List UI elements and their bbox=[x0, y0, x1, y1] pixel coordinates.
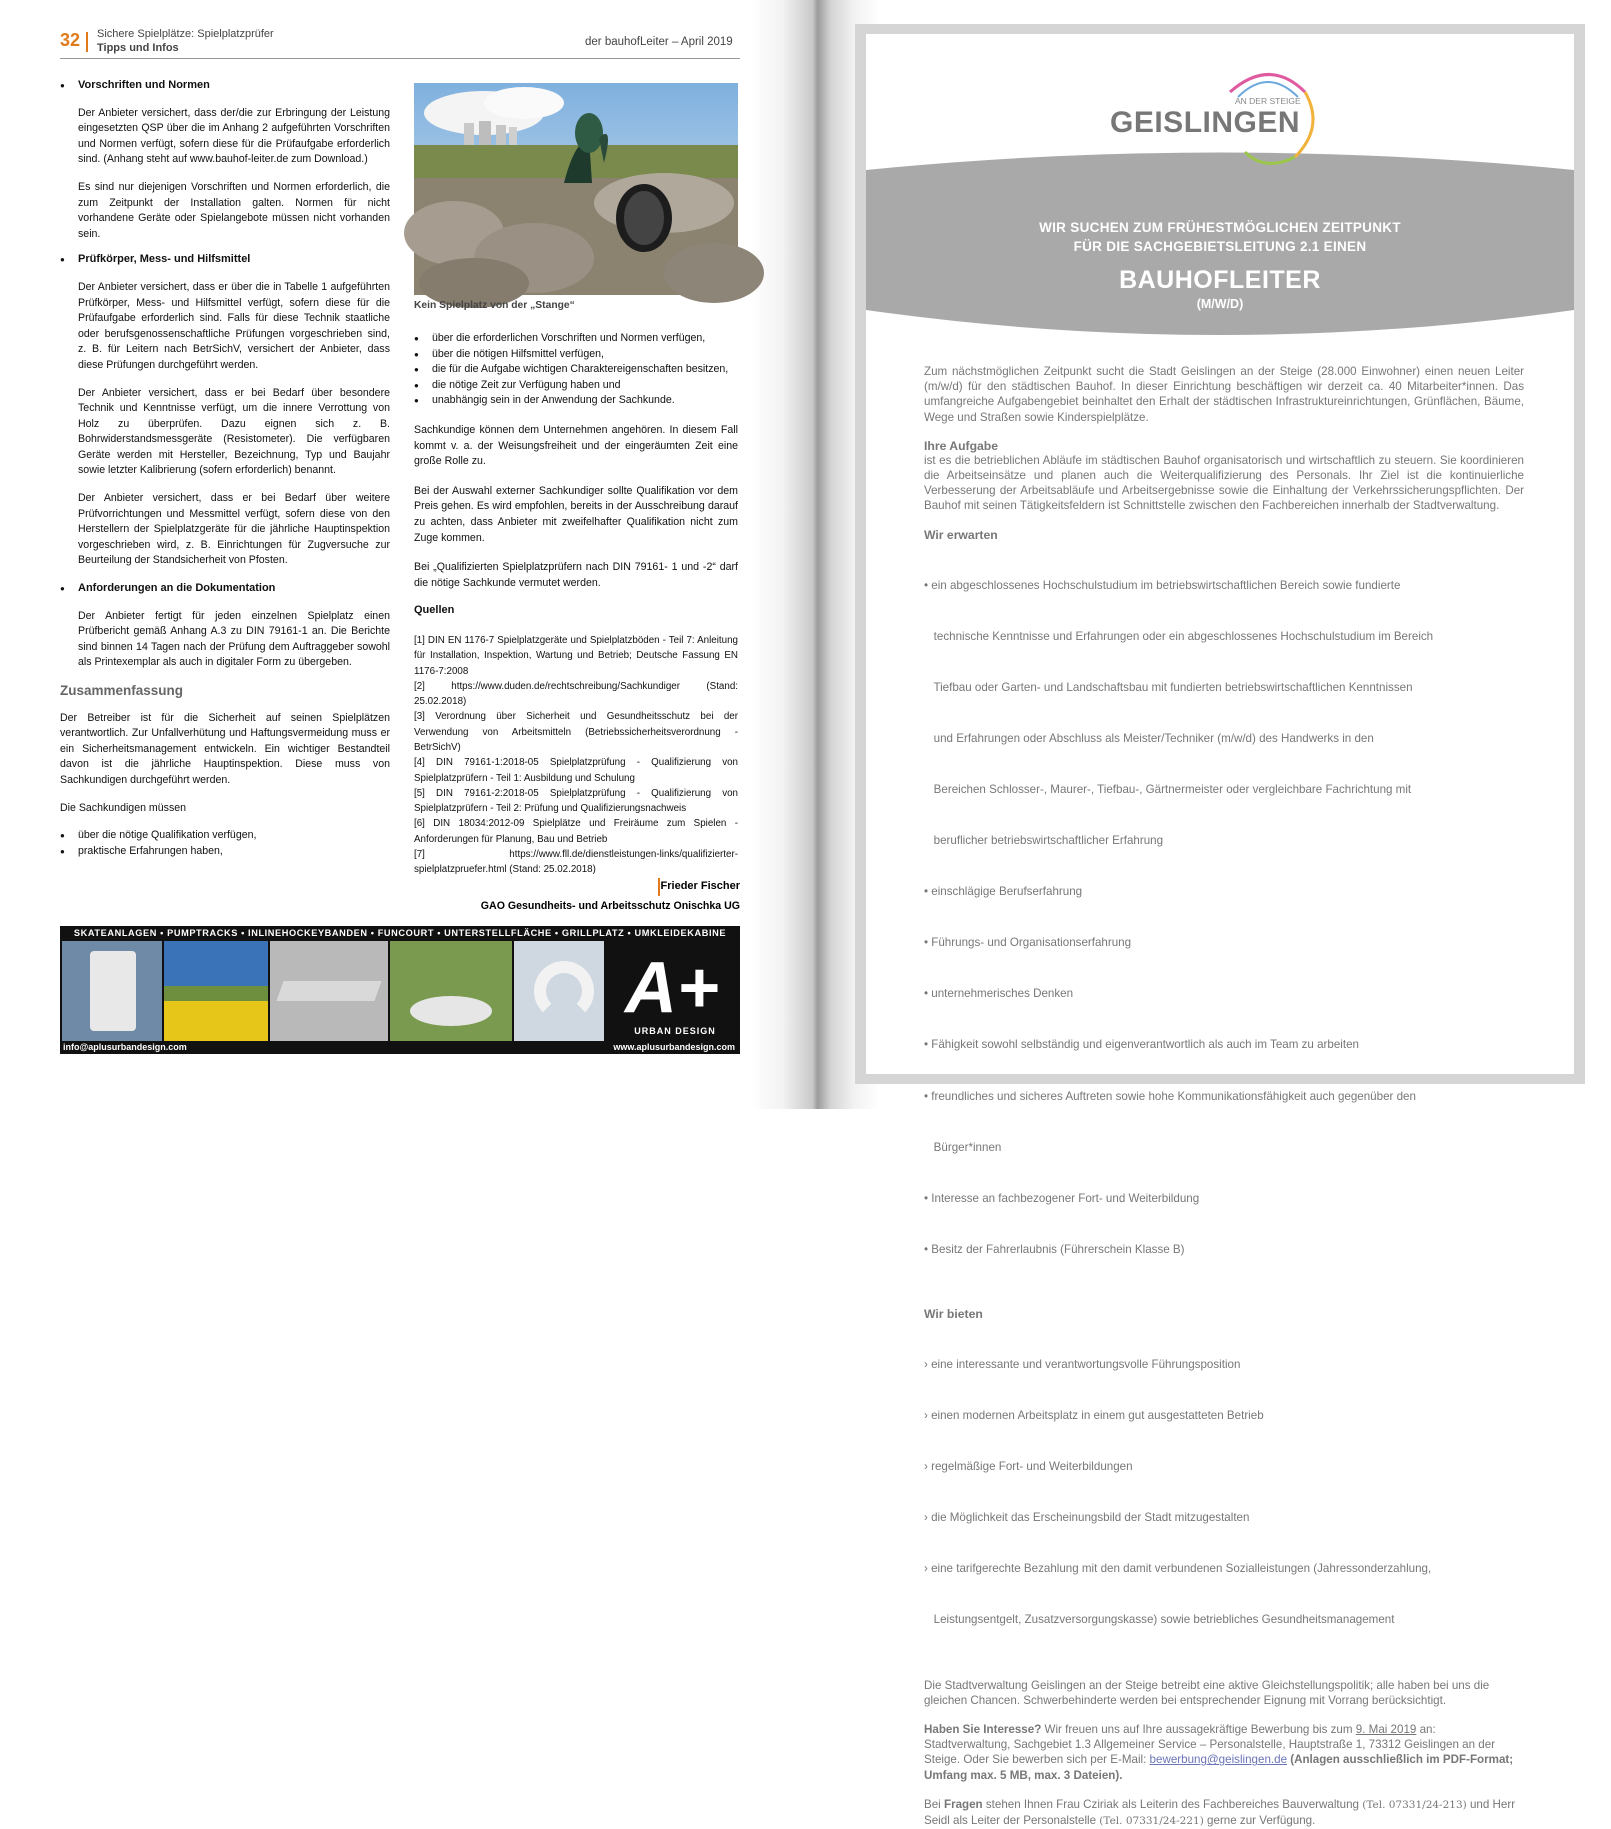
deadline: 9. Mai 2019 bbox=[1355, 1722, 1417, 1736]
paragraph: Der Anbieter versichert, dass der/die zur Erbringung der Leistung eingesetzten QSP über die im Anhang 2 aufgeführten Vorschriften und Normen verfügt, sofern diese für die Prüfaufgabe erforderlich sind. (Anhang steht auf www.bauhof-leiter.de zum Download.) bbox=[78, 106, 390, 166]
section-title: Sichere Spielplätze: Spielplatzprüfer bbox=[97, 28, 274, 40]
ad-photo bbox=[62, 941, 162, 1041]
headline-line1: WIR SUCHEN ZUM FRÜHESTMÖGLICHEN ZEITPUNKT bbox=[1039, 220, 1401, 235]
reference-item: [3] Verordnung über Sicherheit und Gesundheitsschutz bei der Verwendung von Arbeitsmitteln (Betriebssicherheitsverordnung - BetrSichV) bbox=[414, 711, 738, 753]
heading-pruefkoerper: ● Prüfkörper, Mess- und Hilfsmittel bbox=[78, 252, 390, 268]
text-span: und Herr Seidl als Leiter der Personalstelle bbox=[924, 1797, 1516, 1827]
text-span: Wir freuen uns auf Ihre aussagekräftige Bewerbung bis zum bbox=[1041, 1722, 1356, 1736]
attachment-note: (Anlagen ausschließlich im PDF-Format; Umfang max. 5 MB, max. 3 Dateien). bbox=[924, 1753, 1514, 1782]
list-item: Bereichen Schlosser-, Maurer-, Tiefbau-, Gärtnermeister oder vergleichbare Fachrichtung mit bbox=[924, 783, 1412, 796]
list-item: ● über die nötige Qualifikation verfügen, bbox=[78, 828, 390, 844]
list-item: Tiefbau oder Garten- und Landschaftsbau mit fundierten betriebswirtschaftlichen Kenntnissen bbox=[924, 680, 1413, 694]
heading-dokumentation: ● Anforderungen an die Dokumentation bbox=[78, 581, 390, 597]
header-rule bbox=[60, 58, 740, 59]
job-body bbox=[924, 364, 1524, 1829]
paragraph: Der Anbieter fertigt für jeden einzelnen Spielplatz einen Prüfbericht gemäß Anhang A.3 zu DIN 79161-1 an. Die Berichte sind binnen 14 Tagen nach der Prüfung dem Auftraggeber sowohl als Printexemplar als auch in digitaler Form zu übergeben. bbox=[78, 609, 390, 669]
text-span: gerne zur Verfügung. bbox=[1203, 1813, 1316, 1827]
logo-tagline: AN DER STEIGE bbox=[1235, 96, 1301, 106]
city-logo: GEISLINGEN bbox=[1110, 106, 1301, 139]
list-item: • ein abgeschlossenes Hochschulstudium im betriebswirtschaftlichen Bereich sowie fundierte bbox=[924, 578, 1401, 592]
equality-statement: Die Stadtverwaltung Geislingen an der Steige betreibt eine aktive Gleichstellungspolitik; alle haben bei uns die gleichen Chancen. Schwerbehinderte werden bei entsprechender Eignung mit Vorrang berücksichtigt. bbox=[924, 1678, 1490, 1707]
list-item: › eine interessante und verantwortungsvolle Führungsposition bbox=[924, 1357, 1241, 1371]
list-item: beruflicher betriebswirtschaftlicher Erfahrung bbox=[924, 834, 1164, 848]
headline-line2: FÜR DIE SACHGEBIETSLEITUNG 2.1 EINEN bbox=[1073, 239, 1367, 254]
left-column bbox=[60, 78, 390, 859]
paragraph: Bei der Auswahl externer Sachkundiger sollte Qualifikation vor dem Preis gehen. Es wird empfohlen, bereits in der Ausschreibung darauf zu achten, dass Anbieter mit zweifelhafter Qualifikation nicht zum Zuge kommen. bbox=[414, 484, 738, 544]
paragraph: Der Anbieter versichert, dass er bei Bedarf über weitere Prüfvorrichtungen und Messmittel verfügt, sofern diese von den Herstellern der Spielplatzgeräte für die jährliche Hauptinspektion vorgeschrieben wird, z. B. Einrichtungen für Zugversuche zur Beurteilung der Standsicherheit von Pfosten. bbox=[78, 492, 390, 567]
list-item: • Führungs- und Organisationserfahrung bbox=[924, 936, 1132, 950]
list-item: • einschlägige Berufserfahrung bbox=[924, 885, 1083, 899]
ad-email[interactable]: info@aplusurbandesign.com bbox=[63, 1042, 187, 1052]
heading-aufgabe: Ihre Aufgabe bbox=[924, 438, 999, 453]
paragraph: Der Betreiber ist für die Sicherheit auf seinen Spielplätzen verantwortlich. Zur Unfallverhütung und Haftungsvermeidung muss er ein Sicherheitsmanagement entwickeln. Ein wichtiger Bestandteil davon ist die jährliche Hauptinspektion. Diese muss von Sachkundigen durchgeführt werden. bbox=[60, 711, 390, 786]
paragraph: Es sind nur diejenigen Vorschriften und Normen erforderlich, die zum Zeitpunkt der Installation galten. Normen für nicht vorhandene Geräte oder Spielangebote müssen nicht vorhanden sein. bbox=[78, 180, 390, 240]
ad-photo bbox=[514, 941, 604, 1041]
ad-photo bbox=[270, 941, 388, 1041]
erwarten-list bbox=[924, 542, 1524, 1293]
list-item: ● unabhängig sein in der Anwendung der Sachkunde. bbox=[432, 393, 738, 409]
list-item: • Fähigkeit sowohl selbständig und eigenverantwortlich als auch im Team zu arbeiten bbox=[924, 1038, 1359, 1052]
bieten-list bbox=[924, 1321, 1524, 1664]
reference-item: [4] DIN 79161-1:2018-05 Spielplatzprüfung - Qualifizierung von Spielplatzprüfern - Teil 1: Ausbildung und Schulung bbox=[414, 757, 738, 784]
author-company: GAO Gesundheits- und Arbeitsschutz Onischka UG bbox=[480, 900, 740, 912]
list-item: ● über die nötigen Hilfsmittel verfügen, bbox=[432, 347, 738, 363]
text-span: an: Stadtverwaltung, Sachgebiet 1.3 Allgemeiner Service – Personalstelle, Hauptstraße 1, 73312 Geislingen an der Steige. Oder Sie bewerben sich per E-Mail: bbox=[924, 1722, 1496, 1767]
phone-number: (Tel. 07331/24-213) bbox=[1362, 1798, 1467, 1811]
heading-erwarten: Wir erwarten bbox=[924, 527, 998, 542]
paragraph: Der Anbieter versichert, dass er über die in Tabelle 1 aufgeführten Prüfkörper, Mess- und Hilfsmittel verfügt, sofern diese für die Prüfaufgabe erforderlich sind. Falls für diese Technik staatliche oder berufsgenossenschaftliche Prüfungen vorgeschrieben sind, z. B. für Leitern nach BetrSichV, versichert der Anbieter, dass diese Prüfungen durchgeführt werden. bbox=[78, 280, 390, 371]
right-column bbox=[414, 331, 738, 878]
list-item: Bürger*innen bbox=[924, 1140, 1002, 1154]
reference-list bbox=[414, 633, 738, 878]
ad-logo: A+ bbox=[624, 948, 720, 1028]
section-subtitle: Tipps und Infos bbox=[97, 42, 179, 54]
heading-zusammenfassung: Zusammenfassung bbox=[60, 683, 184, 698]
intro-paragraph: Zum nächstmöglichen Zeitpunkt sucht die Stadt Geislingen an der Steige (28.000 Einwohner) einen neuen Leiter (m/w/d) für den städtischen Bauhof. In dieser Einrichtung beschäftigen wir derzeit ca. 40 Mitarbeiter*innen. Das umfangreiche Aufgabengebiet beinhaltet den Erhalt der städtischen Infrastruktureinrichtungen, Grünflächen, Bäume, Wege und Straßen sowie Kinderspielplätze. bbox=[924, 365, 1524, 424]
ad-photo bbox=[164, 941, 268, 1041]
interest-label: Haben Sie Interesse? bbox=[924, 1722, 1042, 1736]
author-name: Frieder Fischer bbox=[660, 880, 740, 892]
reference-item: [1] DIN EN 1176-7 Spielplatzgeräte und Spielplatzböden - Teil 7: Anleitung für Installation, Inspektion, Wartung und Betrieb; Deutsche Fassung EN 1176-7:2008 bbox=[414, 634, 738, 677]
list-item: • Interesse an fachbezogener Fort- und Weiterbildung bbox=[924, 1191, 1200, 1205]
list-item: und Erfahrungen oder Abschluss als Meister/Techniker (m/w/d) des Handwerks in den bbox=[924, 731, 1374, 745]
ad-logo-sub: URBAN DESIGN bbox=[634, 1026, 716, 1036]
reference-item: [2] https://www.duden.de/rechtschreibung/Sachkundiger (Stand: 25.02.2018) bbox=[414, 680, 738, 708]
paragraph: Die Sachkundigen müssen bbox=[60, 801, 187, 814]
ad-photo bbox=[390, 941, 512, 1041]
paragraph: Sachkundige können dem Unternehmen angehören. In diesem Fall kommt v. a. der Weisungsfreiheit und der eingeräumten Zeit eine große Rolle zu. bbox=[414, 423, 738, 468]
heading-vorschriften: ● Vorschriften und Normen bbox=[78, 78, 390, 94]
ad-product-list: SKATEANLAGEN • PUMPTRACKS • INLINEHOCKEYBANDEN • FUNCOURT • UNTERSTELLFLÄCHE • GRILLPLATZ • UMKLEIDEKABINE bbox=[73, 928, 727, 938]
playground-photo bbox=[414, 83, 738, 295]
fragen-label: Fragen bbox=[943, 1797, 983, 1811]
reference-item: [7] https://www.fll.de/dienstleistungen-links/qualifizierter-spielplatzpruefer.html (Stand: 25.02.2018) bbox=[414, 849, 738, 876]
list-item: › die Möglichkeit das Erscheinungsbild der Stadt mitzugestalten bbox=[924, 1511, 1250, 1525]
paragraph: Der Anbieter versichert, dass er bei Bedarf über besondere Technik und Kenntnisse verfügt, um die innere Verrottung von Holz zu überprüfen. Dazu eignen sich z. B. Bohrwiderstandsmessgeräte (Resistometer). Die verfügbaren Geräte werden mit Hersteller, Bezeichnung, Typ und Baujahr sowie letzter Kalibrierung (sofern erforderlich) benannt. bbox=[78, 386, 390, 477]
header-divider bbox=[86, 32, 88, 52]
bullet-list bbox=[432, 331, 738, 409]
issue-label: der bauhofLeiter – April 2019 bbox=[585, 36, 733, 48]
bullet-list bbox=[78, 828, 390, 859]
phone-number: (Tel. 07331/24-221) bbox=[1099, 1814, 1204, 1827]
list-item: Leistungsentgelt, Zusatzversorgungskasse) sowie betriebliches Gesundheitsmanagement bbox=[924, 1613, 1395, 1627]
paragraph: Bei „Qualifizierten Spielplatzprüfern nach DIN 79161- 1 und -2“ darf die nötige Sachkunde vermutet werden. bbox=[414, 561, 738, 589]
photo-caption: Kein Spielplatz von der „Stange“ bbox=[414, 300, 575, 311]
list-item: • Besitz der Fahrerlaubnis (Führerschein Klasse B) bbox=[924, 1242, 1185, 1256]
list-item: technische Kenntnisse und Erfahrungen oder ein abgeschlossenes Hochschulstudium im Bereich bbox=[924, 629, 1434, 643]
page-number: 32 bbox=[60, 30, 81, 50]
list-item: • unternehmerisches Denken bbox=[924, 987, 1074, 1001]
advertisement-banner[interactable] bbox=[60, 926, 740, 1054]
job-subtitle: (M/W/D) bbox=[1196, 297, 1244, 311]
list-item: ● über die erforderlichen Vorschriften und Normen verfügen, bbox=[432, 331, 738, 347]
job-title: BAUHOFLEITER bbox=[1119, 266, 1321, 294]
aufgabe-paragraph: ist es die betrieblichen Abläufe im städtischen Bauhof organisatorisch und wirtschaftlich zu steuern. Sie koordinieren die Arbeitseinsätze und planen auch die Weiterqualifizierung des Personals. Ihr Ziel ist die kontinuierliche Verbesserung der Arbeitsabläufe und Arbeitsergebnisse sowie die Einhaltung der Verkehrssicherungspflichten. Der Bauhof mit seinen Tätigkeitsfeldern ist Schnittstelle zwischen den Fachbereichen innerhalb der Stadtverwaltung. bbox=[924, 453, 1524, 513]
reference-item: [6] DIN 18034:2012-09 Spielplätze und Freiräume zum Spielen - Anforderungen für Planung, Bau und Betrieb bbox=[414, 818, 738, 845]
list-item: ● praktische Erfahrungen haben, bbox=[78, 844, 390, 860]
heading-bieten: Wir bieten bbox=[924, 1306, 983, 1321]
list-item: ● die für die Aufgabe wichtigen Charaktereigenschaften besitzen, bbox=[432, 362, 738, 378]
list-item: ● die nötige Zeit zur Verfügung haben und bbox=[432, 378, 738, 394]
list-item: • freundliches und sicheres Auftreten sowie hohe Kommunikationsfähigkeit auch gegenüber den bbox=[924, 1089, 1416, 1103]
list-item: › eine tarifgerechte Bezahlung mit den damit verbundenen Sozialleistungen (Jahressonderzahlung, bbox=[924, 1562, 1432, 1576]
ad-website[interactable]: www.aplusurbandesign.com bbox=[613, 1042, 735, 1052]
email-link[interactable]: bewerbung@geislingen.de bbox=[1149, 1753, 1288, 1767]
reference-item: [5] DIN 79161-2:2018-05 Spielplatzprüfung - Qualifizierung von Spielplatzprüfern - Teil 2: Prüfung und Qualifizierungsnachweis bbox=[414, 787, 738, 815]
list-item: › regelmäßige Fort- und Weiterbildungen bbox=[924, 1460, 1133, 1474]
text-span: stehen Ihnen Frau Cziriak als Leiterin des Fachbereiches Bauverwaltung bbox=[982, 1797, 1363, 1811]
list-item: › einen modernen Arbeitsplatz in einem gut ausgestatteten Betrieb bbox=[924, 1409, 1264, 1423]
heading-quellen: Quellen bbox=[414, 604, 455, 617]
text-span: Bei bbox=[924, 1797, 944, 1811]
application-info bbox=[924, 1722, 1524, 1783]
contact-info bbox=[924, 1797, 1524, 1829]
